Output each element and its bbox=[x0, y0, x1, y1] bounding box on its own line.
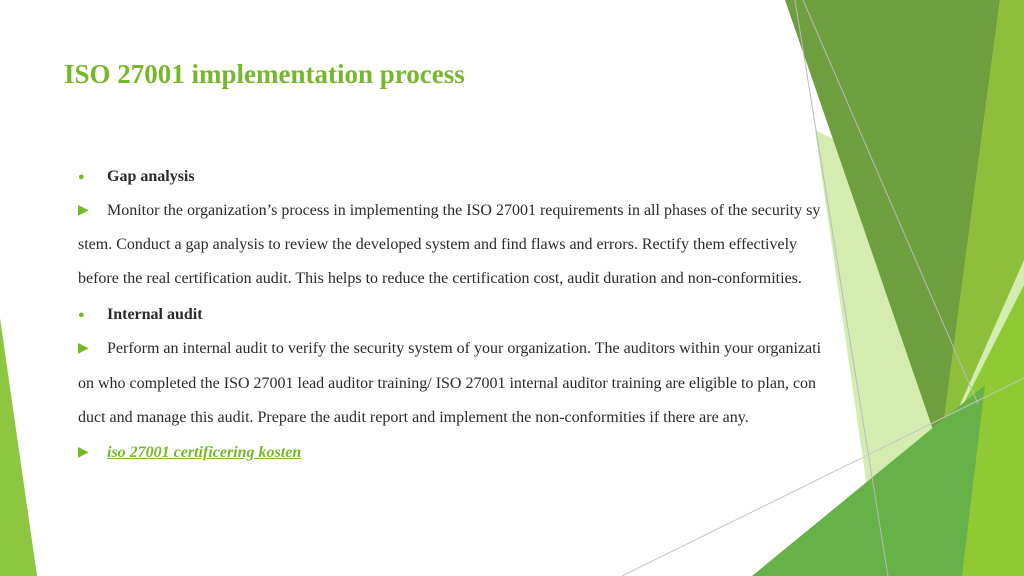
triangle-bullet-icon: ▶ bbox=[78, 203, 89, 218]
heading-gap-analysis: Gap analysis bbox=[107, 168, 195, 185]
paragraph-line: Perform an internal audit to verify the security system of your organization. The auditors within your organizati bbox=[107, 340, 822, 357]
paragraph-line: before the real certification audit. This helps to reduce the certification cost, audit duration and non-conformities. bbox=[78, 270, 802, 287]
paragraph-line: duct and manage this audit. Prepare the audit report and implement the non-conformities if there are any. bbox=[78, 409, 749, 426]
triangle-bullet-icon: ▶ bbox=[78, 445, 89, 460]
certification-cost-link[interactable]: iso 27001 certificering kosten bbox=[107, 444, 302, 461]
slide-title: ISO 27001 implementation process bbox=[64, 59, 465, 89]
triangle-bullet-icon: ▶ bbox=[78, 341, 89, 356]
heading-internal-audit: Internal audit bbox=[107, 306, 203, 323]
paragraph-line: on who completed the ISO 27001 lead auditor training/ ISO 27001 internal auditor training are eligible to plan, con bbox=[78, 375, 817, 392]
paragraph-line: stem. Conduct a gap analysis to review the developed system and find flaws and errors. Rectify them effectively bbox=[78, 236, 798, 253]
dot-bullet-icon: ● bbox=[78, 171, 85, 183]
dot-bullet-icon: ● bbox=[78, 309, 85, 321]
left-green-sliver bbox=[0, 318, 37, 576]
paragraph-line: Monitor the organization’s process in implementing the ISO 27001 requirements in all phases of the security sy bbox=[107, 202, 821, 219]
